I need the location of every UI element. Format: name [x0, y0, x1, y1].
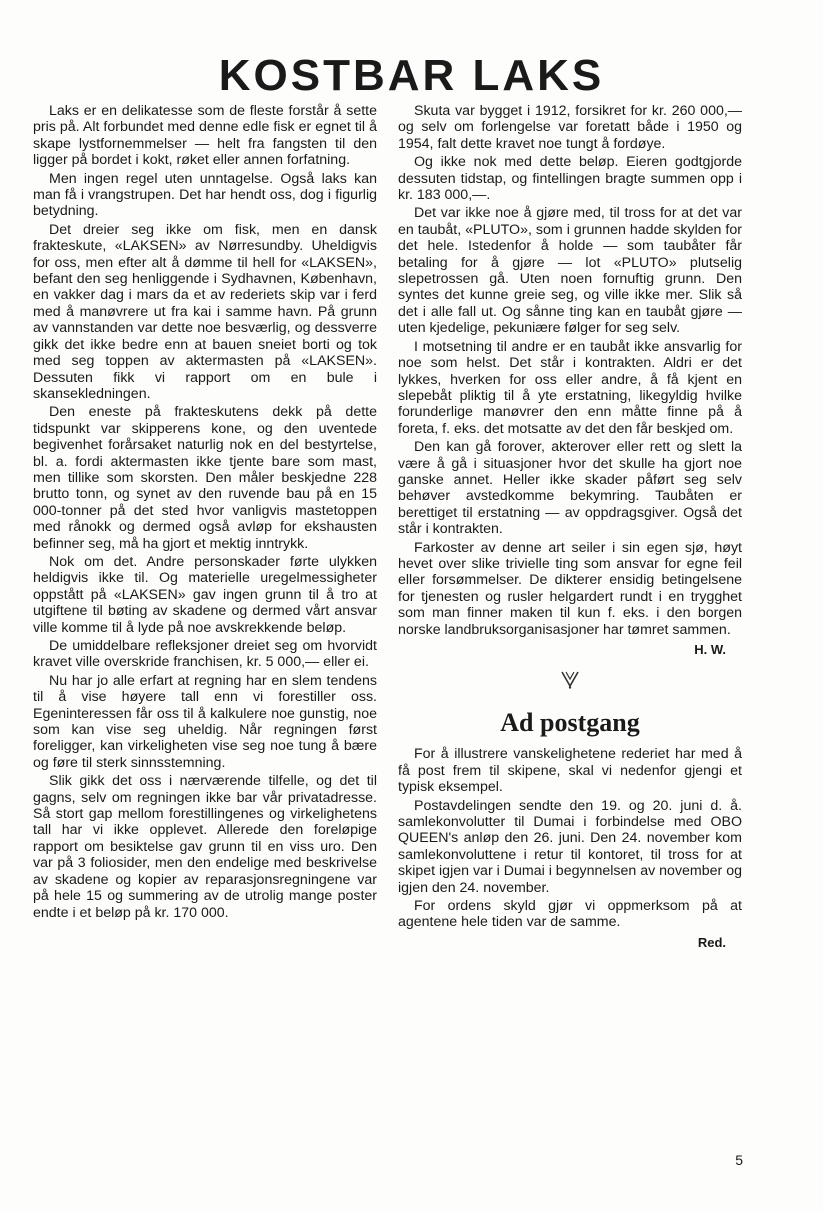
article-paragraph: De umiddelbare refleksjoner dreiet seg om hvorvidt kravet ville overskride franchisen, kr. 5 000,— eller ei. [33, 638, 377, 671]
article-paragraph: Farkoster av denne art seiler i sin egen sjø, høyt hevet over slike trivielle ting som ansvar for egne feil eller forsømmelser. De dikterer ensidig betingelsene for tjenesten og rusler helgardert rundt i en trygghet som man finner maken til kun f. eks. i den borgen norske landbruksorganisasjoner har tømret sammen. [398, 539, 742, 638]
postgang-paragraph: For ordens skyld gjør vi oppmerksom på at agentene hele tiden var de samme. [398, 898, 742, 931]
postgang-paragraph: Postavdelingen sendte den 19. og 20. juni d. å. samlekonvolutter til Dumai i forbindelse med OBO QUEEN's anløp den 26. juni. Den 24. november kom samlekonvoluttene i retur til kontoret, til tross for at skipet igjen var i Dumai i begynnelsen av november og igjen den 24. november. [398, 797, 742, 896]
article-paragraph: Skuta var bygget i 1912, forsikret for kr. 260 000,— og selv om forlengelse var foretatt både i 1950 og 1954, falt dette kravet noe tungt å fordøye. [398, 103, 742, 152]
article-paragraph: Slik gikk det oss i nærværende tilfelle, og det til gagns, selv om regningen ikke bar vår privatadresse. Så stort gap mellom forestillingenes og virkelighetens tall har vi ikke opplevet. Allerede den foreløpige rapport om besiktelse gav grunn til en viss uro. Den var på 3 foliosider, men den endelige med beskrivelse av skadene og kopier av reparasjonsregningene var på hele 15 og summering av de utrolig mange poster endte i et beløp på kr. 170 000. [33, 773, 377, 921]
article-paragraph: Det dreier seg ikke om fisk, men en dansk frakteskute, «LAKSEN» av Nørresundby. Uheldigvis for oss, men efter alt å dømme til hell for «LAKSEN», befant den seg henliggende i Sydhavnen, København, en vakker dag i mars da et av rederiets skip var i ferd med å manøvrere ut fra kai i samme havn. På grunn av vannstanden var dette noe besværlig, og dessverre gikk det ikke bedre enn at bauen sneiet borti og tok med seg toppen av aktermasten på «LAKSEN». Dessuten fikk vi rapport om en bule i skansekledningen. [33, 221, 377, 402]
postgang-signature: Red. [697, 934, 726, 950]
article-signature: H. W. [694, 642, 726, 657]
article-paragraph: Laks er en delikatesse som de fleste forstår å sette pris på. Alt forbundet med denne edle fisk er egnet til å skape lystfornemmelser — helt fra fangsten til den ligger på bordet i kokt, røket eller annen forfatning. [33, 103, 377, 169]
article-paragraph: Men ingen regel uten unntagelse. Også laks kan man få i vrangstrupen. Det har hendt oss, dog i figurlig betydning. [33, 170, 377, 220]
postgang-paragraph: For å illustrere vanskelighetene rederiet har med å få post frem til skipene, skal vi nedenfor gjengi et typisk eksempel. [398, 746, 742, 796]
left-column [33, 103, 377, 923]
article-paragraph: Det var ikke noe å gjøre med, til tross for at det var en taubåt, «PLUTO», som i grunnen hadde skylden for det hele. Istedenfor å holde — som taubåter får betaling for å gjøre — lot «PLUTO» plutselig slepetrossen gå. Uten noen fornuftig grunn. Den syntes det kunne greie seg, og ville ikke mer. Slik så det i alle fall ut. Og sånne ting kan en taubåt gjøre — uten kjedelige, pekuniære følger for seg selv. [398, 205, 742, 337]
article-paragraph: Nok om det. Andre personskader førte ulykken heldigvis ikke til. Og materielle uregelmessigheter oppstått på «LAKSEN» gav ingen grunn til å tro at utgiftene til bøting av skadene og dermed vårt ansvar ville komme til å lyde på noe avskrekkende beløp. [33, 553, 377, 636]
article-paragraph: Og ikke nok med dette beløp. Eieren godtgjorde dessuten tidstap, og fintellingen bragte summen opp i kr. 183 000,—. [398, 154, 742, 204]
article-title: KOSTBAR LAKS [218, 51, 605, 100]
ornament-icon [398, 668, 742, 702]
article-paragraph: Den kan gå forover, akterover eller rett og slett la være å gå i situasjoner hvor det skulle ha gjort noe ganske annet. Heller ikke skader påført seg selv behøver avstedkomme bekymring. Taubåten er berettiget til erstatning — av oppdragsgiver. Også det står i kontrakten. [398, 439, 742, 538]
article-paragraph: I motsetning til andre er en taubåt ikke ansvarlig for noe som helst. Det står i kontrakten. Aldri er det lykkes, hverken for oss eller andre, å få kjent en slepebåt pliktig til å yte erstatning, likegyldig hvilke forunderlige manøvrer den enn måtte finne på å foreta, f. eks. det motsatte av det den får beskjed om. [398, 338, 742, 437]
article-paragraph: Nu har jo alle erfart at regning har en slem tendens til å vise høyere tall enn vi forestiller oss. Egeninteressen får oss til å kalkulere noe gunstig, noe som kan vise seg uheldig. Når regningen først foreligger, kan virkeligheten vise seg noe tung å bære og føre til sterk sinnsstemning. [33, 672, 377, 771]
right-column [398, 103, 742, 951]
postgang-title: Ad postgang [500, 708, 640, 738]
article-paragraph: Den eneste på frakteskutens dekk på dette tidspunkt var skipperens kone, og den uventede begivenhet forårsaket naturlig nok en del bestyrtelse, bl. a. fordi aktermasten ikke tjente bare som mast, men tillike som skorsten. Den måler beskjedne 228 brutto tonn, og synet av den ruvende bau på en 15 000-tonner på det sted hvor vanligvis mastetoppen med rånokk og dermed også avløp for ekshausten befinner seg, må ha gjort et mektig inntrykk. [33, 404, 377, 552]
page-number: 5 [735, 1152, 743, 1168]
